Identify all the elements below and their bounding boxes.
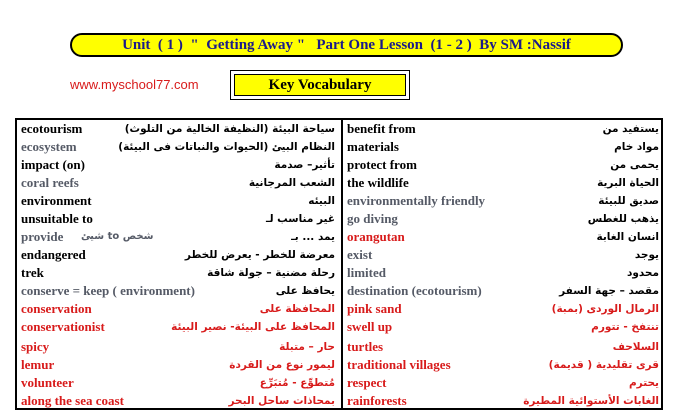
vocab-arabic-meaning: الغابات الأستوائية المطيرة	[523, 395, 659, 407]
vocab-english-term: provide	[21, 229, 64, 244]
vocab-english-term: environment	[21, 193, 92, 208]
vocab-row	[19, 156, 337, 174]
key-vocabulary-heading: Key Vocabulary	[234, 74, 406, 96]
vocab-arabic-meaning: الحياة البرية	[597, 177, 659, 189]
vocab-arabic-meaning: يحترم	[628, 377, 659, 389]
vocab-row	[345, 174, 661, 192]
vocab-english-term: traditional villages	[347, 357, 451, 372]
vocab-arabic-meaning: الشعب المرجانية	[248, 177, 335, 189]
vocab-row	[345, 338, 661, 356]
vocab-row	[345, 356, 661, 374]
vocabulary-column-right	[345, 120, 661, 408]
vocab-arabic-meaning: مقصد – جهة السفر	[559, 285, 659, 297]
vocab-row	[345, 300, 661, 318]
vocab-row	[345, 156, 661, 174]
vocab-english-term: materials	[347, 139, 399, 154]
vocab-row	[345, 210, 661, 228]
vocab-arabic-meaning: صديق للبيئة	[598, 195, 659, 207]
vocab-row	[345, 138, 661, 156]
vocab-row	[19, 246, 337, 264]
vocab-row	[345, 120, 661, 138]
vocab-arabic-meaning: يحمى من	[610, 159, 659, 171]
vocab-english-term: limited	[347, 265, 386, 280]
key-vocabulary-frame	[230, 70, 410, 100]
vocab-row	[345, 374, 661, 392]
vocab-arabic-meaning: يوجد	[634, 249, 659, 261]
vocab-row	[345, 392, 661, 410]
vocab-arabic-meaning: بمحاذات ساحل البحر	[228, 395, 335, 407]
vocab-row	[345, 264, 661, 282]
vocab-english-term: conservationist	[21, 319, 105, 334]
vocab-arabic-meaning: يذهب للغطس	[587, 213, 659, 225]
vocab-english-term: exist	[347, 247, 373, 262]
vocab-row	[19, 356, 337, 374]
vocab-arabic-meaning: النظام البيئ (الحيوات والنباتات فى البيئة)	[118, 141, 335, 153]
vocab-row	[345, 246, 661, 264]
vocab-arabic-meaning: الرمال الوردى (بمبة)	[551, 303, 659, 315]
vocab-english-term: rainforests	[347, 393, 407, 408]
vocab-row	[19, 300, 337, 318]
vocab-english-term: spicy	[21, 339, 50, 354]
vocab-english-term: swell up	[347, 319, 393, 334]
website-url[interactable]: www.myschool77.com	[70, 77, 199, 92]
vocab-row	[345, 282, 661, 300]
vocab-arabic-meaning: السلاحف	[612, 341, 659, 353]
vocab-english-term: volunteer	[21, 375, 74, 390]
vocab-usage-note: شيئ to شخص	[81, 231, 154, 242]
vocab-row	[19, 318, 337, 336]
vocab-english-term: benefit from	[347, 121, 416, 136]
vocab-english-term: impact (on)	[21, 157, 85, 172]
vocab-arabic-meaning: المحافظة على	[259, 303, 335, 315]
vocab-row	[19, 174, 337, 192]
vocabulary-column-left	[19, 120, 337, 408]
vocab-arabic-meaning: تنتفخ - تتورم	[591, 321, 659, 333]
vocab-english-term: go diving	[347, 211, 398, 226]
vocab-arabic-meaning: يستفيد من	[602, 123, 659, 135]
vocab-row	[19, 338, 337, 356]
vocab-arabic-meaning: البيئه	[308, 195, 335, 207]
vocab-row	[19, 228, 337, 246]
vocab-english-term: ecosystem	[21, 139, 77, 154]
vocab-row	[345, 318, 661, 336]
vocab-arabic-meaning: سياحة البيئة (النظيفة الخالية من التلوث)	[124, 123, 335, 135]
vocab-arabic-meaning: مواد خام	[614, 141, 659, 153]
vocab-english-term: lemur	[21, 357, 55, 372]
vocab-row	[345, 228, 661, 246]
vocab-english-term: trek	[21, 265, 44, 280]
vocab-arabic-meaning: رحلة مضنية – جولة شاقة	[207, 267, 335, 279]
vocab-row	[19, 264, 337, 282]
vocab-arabic-meaning: غير مناسب لـ	[265, 213, 335, 225]
vocab-english-term: destination (ecotourism)	[347, 283, 482, 298]
vocab-english-term: protect from	[347, 157, 417, 172]
vocab-row	[19, 374, 337, 392]
vocab-row	[345, 192, 661, 210]
vocab-arabic-meaning: حار – متبلة	[279, 341, 335, 353]
column-divider	[341, 120, 343, 408]
vocab-english-term: orangutan	[347, 229, 405, 244]
vocab-english-term: the wildlife	[347, 175, 409, 190]
vocab-arabic-meaning: معرضة للخطر - يعرض للخطر	[184, 249, 335, 261]
vocab-english-term: coral reefs	[21, 175, 79, 190]
vocab-english-term: conserve = keep ( environment)	[21, 283, 195, 298]
vocab-english-term: unsuitable to	[21, 211, 93, 226]
vocab-english-term: pink sand	[347, 301, 402, 316]
vocab-english-term: turtles	[347, 339, 384, 354]
vocab-english-term: environmentally friendly	[347, 193, 486, 208]
vocab-arabic-meaning: انسان الغابة	[596, 231, 659, 243]
vocab-arabic-meaning: مُتطوِّع - مُتبَرِّع	[259, 377, 335, 389]
vocab-english-term: conservation	[21, 301, 92, 316]
vocab-row	[19, 120, 337, 138]
vocab-arabic-meaning: ليمور نوع من القردة	[229, 359, 335, 371]
vocab-row	[19, 392, 337, 410]
vocab-row	[19, 282, 337, 300]
vocab-english-term: ecotourism	[21, 121, 83, 136]
vocab-arabic-meaning: محدود	[626, 267, 659, 279]
vocab-arabic-meaning: تأثير– صدمة	[274, 159, 335, 171]
vocab-arabic-meaning: المحافظ على البيئة- نصير البيئة	[171, 321, 335, 333]
vocab-row	[19, 210, 337, 228]
vocab-row	[19, 138, 337, 156]
vocab-arabic-meaning: يمد ... بـ	[291, 231, 335, 243]
vocab-english-term: endangered	[21, 247, 86, 262]
vocab-english-term: respect	[347, 375, 387, 390]
vocab-arabic-meaning: قرى تقليدية ( قديمة)	[548, 359, 659, 371]
vocab-row	[19, 192, 337, 210]
vocab-english-term: along the sea coast	[21, 393, 124, 408]
unit-title-banner	[70, 33, 623, 57]
vocab-arabic-meaning: يحافظ على	[275, 285, 335, 297]
vocabulary-table	[15, 118, 663, 410]
unit-title-text: Unit ( 1 ) " Getting Away " Part One Lesson (1 - 2 ) By SM :Nassif	[122, 36, 571, 53]
